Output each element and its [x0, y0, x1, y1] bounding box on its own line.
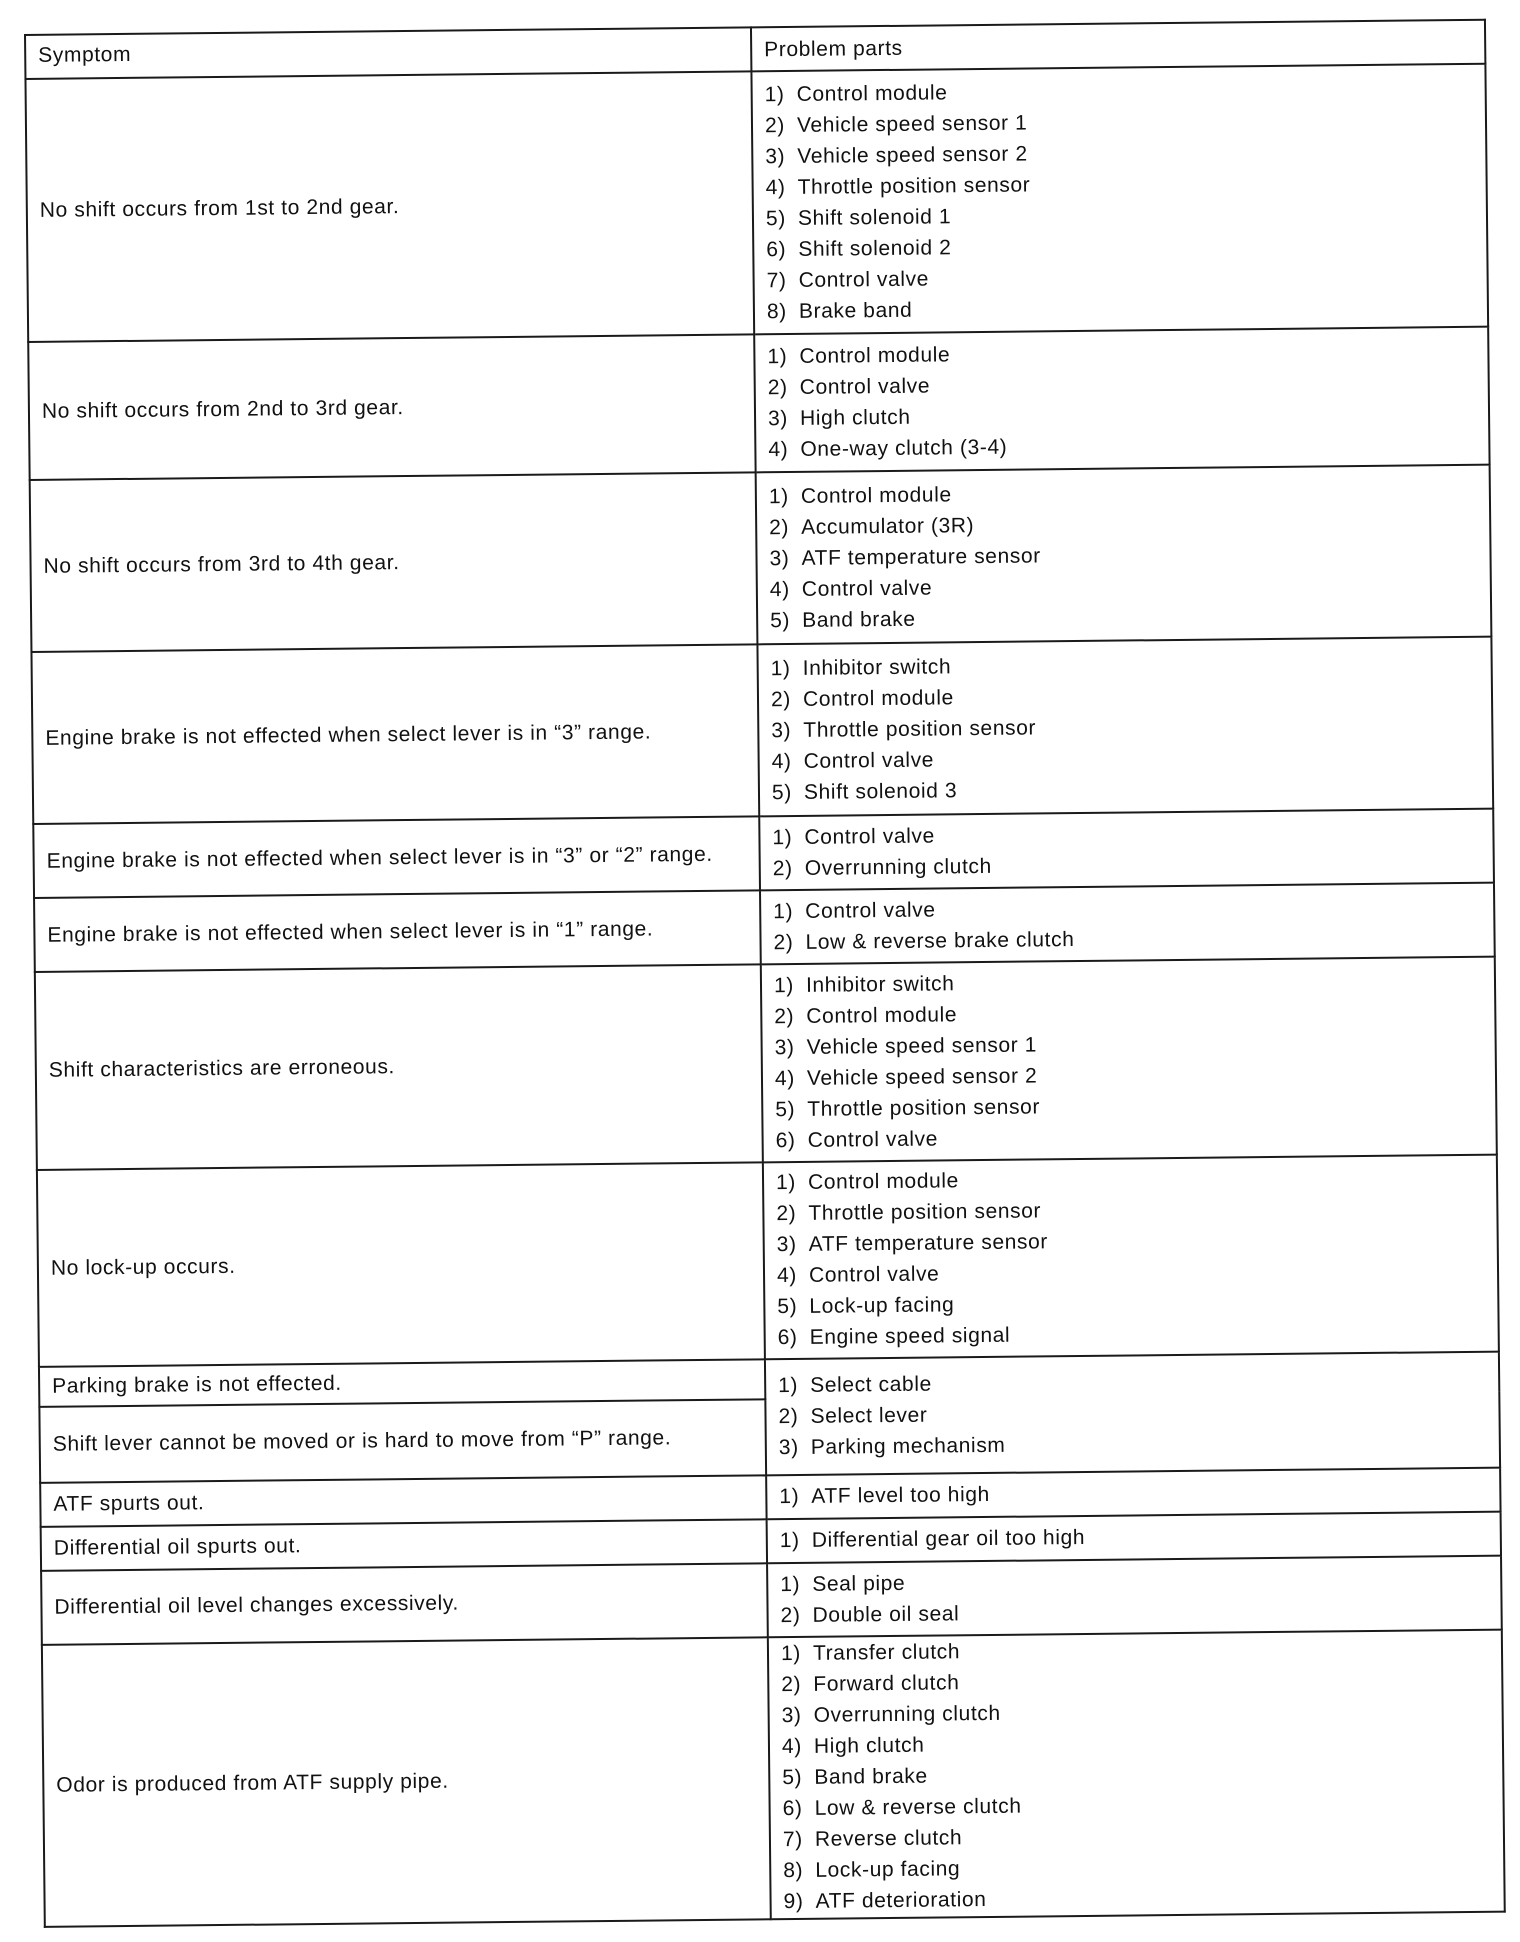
part-name: Lock-up facing: [815, 1857, 961, 1883]
part-number: 3): [778, 1436, 799, 1460]
part-number: 4): [768, 438, 789, 462]
part-name: Inhibitor switch: [802, 655, 952, 680]
part-number: 2): [776, 1202, 797, 1226]
part-number: 6): [766, 237, 787, 261]
part-number: 8): [766, 299, 787, 323]
part-number: 8): [783, 1859, 804, 1883]
part-number: 1): [780, 1642, 802, 1666]
parts-cell: [757, 637, 1493, 817]
part-name: Reverse clutch: [814, 1826, 963, 1852]
table-row: [37, 1154, 1499, 1366]
part-number: 9): [783, 1890, 804, 1914]
part-name: Throttle position sensor: [808, 1199, 1042, 1225]
part-number: 5): [765, 206, 786, 230]
parts-cell: [765, 1351, 1500, 1475]
part-number: 4): [774, 1066, 795, 1091]
part-number: 1): [779, 1529, 800, 1553]
parts-list: [776, 1160, 1486, 1353]
parts-list-item: [768, 427, 1476, 465]
symptom-cell: [25, 71, 754, 342]
table-body: [25, 64, 1504, 1927]
part-number: 4): [765, 175, 786, 199]
part-name: Control module: [807, 1169, 959, 1194]
symptom-text: Engine brake is not effected when select lever is in “3” or “2” range.: [46, 842, 713, 873]
parts-list: [771, 646, 1481, 808]
part-number: 2): [770, 687, 792, 712]
part-number: 3): [765, 144, 786, 168]
parts-list: [774, 963, 1484, 1156]
symptom-cell: [40, 1475, 766, 1527]
part-number: 1): [779, 1485, 800, 1509]
parts-list-item: [780, 1518, 1488, 1556]
part-number: 2): [780, 1603, 801, 1627]
part-name: Lock-up facing: [809, 1293, 955, 1318]
parts-list-item: [772, 770, 1480, 808]
part-name: Control valve: [805, 898, 936, 924]
parts-cell: [768, 1629, 1505, 1919]
symptom-text: Shift lever cannot be moved or is hard to move from “P” range.: [52, 1426, 672, 1456]
part-number: 1): [770, 656, 791, 681]
part-number: 1): [778, 1374, 799, 1398]
part-number: 7): [782, 1828, 803, 1852]
part-name: Vehicle speed sensor 1: [796, 111, 1028, 137]
part-name: Select lever: [810, 1403, 928, 1428]
parts-list-item: [783, 1879, 1491, 1917]
part-name: Vehicle speed sensor 1: [806, 1033, 1038, 1059]
part-number: 2): [778, 1405, 799, 1429]
troubleshooting-table: [24, 19, 1506, 1928]
part-number: 2): [772, 857, 793, 881]
part-number: 1): [773, 973, 795, 998]
part-name: Shift solenoid 2: [798, 235, 952, 261]
part-number: 1): [772, 826, 793, 850]
parts-cell: [766, 1467, 1500, 1519]
symptom-cell: [39, 1399, 766, 1483]
parts-list-item: [780, 1592, 1488, 1630]
part-name: Throttle position sensor: [797, 173, 1031, 199]
part-name: Brake band: [798, 298, 913, 323]
part-name: Control valve: [799, 374, 931, 400]
symptom-text: Odor is produced from ATF supply pipe.: [56, 1770, 449, 1798]
parts-list-item: [775, 1118, 1483, 1156]
part-name: Overrunning clutch: [813, 1702, 1001, 1728]
part-name: Control module: [806, 1003, 958, 1028]
symptom-text: No shift occurs from 3rd to 4th gear.: [43, 550, 400, 578]
symptom-cell: [31, 645, 759, 825]
parts-list-item: [778, 1315, 1486, 1353]
part-number: 3): [774, 1035, 795, 1060]
part-name: Control module: [799, 343, 951, 369]
parts-cell: [767, 1511, 1501, 1563]
parts-list: [779, 1474, 1487, 1512]
part-name: Vehicle speed sensor 2: [797, 142, 1028, 168]
part-name: Vehicle speed sensor 2: [806, 1064, 1038, 1090]
parts-cell: [760, 883, 1495, 965]
part-name: Seal pipe: [812, 1571, 906, 1596]
part-name: High clutch: [813, 1734, 925, 1759]
parts-cell: [751, 64, 1488, 335]
part-name: Control valve: [798, 267, 930, 292]
table-row: [30, 465, 1492, 652]
part-name: ATF deterioration: [815, 1888, 987, 1914]
parts-list-item: [767, 288, 1475, 326]
symptom-cell: [30, 473, 758, 653]
part-number: 5): [770, 608, 791, 632]
symptom-cell: [33, 817, 760, 899]
parts-cell: [763, 1154, 1499, 1359]
symptom-text: No lock-up occurs.: [50, 1254, 236, 1280]
parts-list: [767, 334, 1476, 465]
part-name: Band brake: [814, 1764, 928, 1790]
part-number: 3): [769, 546, 790, 570]
part-number: 7): [766, 268, 787, 292]
part-name: Select cable: [810, 1372, 932, 1397]
part-name: Transfer clutch: [812, 1640, 961, 1666]
part-number: 1): [768, 484, 789, 508]
part-number: 3): [781, 1704, 802, 1728]
parts-list: [769, 474, 1479, 636]
part-name: Control valve: [803, 748, 935, 773]
part-number: 3): [767, 407, 789, 431]
part-name: Forward clutch: [813, 1671, 960, 1697]
part-name: Throttle position sensor: [807, 1095, 1041, 1121]
part-number: 6): [777, 1326, 798, 1350]
part-name: Double oil seal: [812, 1601, 960, 1627]
part-name: Control module: [796, 80, 948, 106]
part-number: 2): [773, 931, 794, 955]
part-name: Parking mechanism: [810, 1433, 1006, 1459]
part-name: Engine speed signal: [809, 1323, 1011, 1349]
part-name: One-way clutch (3-4): [800, 435, 1008, 462]
parts-cell: [761, 957, 1497, 1162]
part-number: 4): [776, 1264, 798, 1288]
part-number: 2): [769, 515, 790, 539]
part-name: Accumulator (3R): [801, 513, 975, 539]
part-number: 4): [771, 749, 792, 774]
part-name: ATF temperature sensor: [808, 1230, 1049, 1256]
part-name: Control valve: [808, 1262, 940, 1287]
parts-cell: [754, 327, 1489, 473]
part-number: 2): [764, 113, 785, 137]
symptom-cell: [41, 1563, 768, 1645]
parts-list: [778, 1363, 1487, 1463]
part-name: Control module: [800, 483, 952, 508]
part-name: Low & reverse brake clutch: [805, 928, 1075, 955]
symptom-cell: [42, 1637, 771, 1927]
parts-list: [781, 1631, 1492, 1917]
part-name: Throttle position sensor: [803, 716, 1037, 742]
table-row: [35, 957, 1497, 1169]
parts-list-item: [779, 1425, 1487, 1463]
symptom-text: Parking brake is not effected.: [52, 1371, 342, 1398]
symptom-cell: [34, 891, 761, 973]
parts-list-item: [773, 920, 1481, 958]
table-row: [28, 327, 1489, 480]
parts-list: [780, 1518, 1488, 1556]
part-number: 4): [781, 1735, 802, 1759]
part-name: Shift solenoid 3: [803, 779, 958, 804]
table-row: [25, 64, 1488, 342]
parts-cell: [767, 1555, 1502, 1637]
part-name: Control valve: [807, 1127, 939, 1152]
symptom-text: Differential oil spurts out.: [53, 1534, 302, 1560]
parts-list: [772, 815, 1481, 884]
part-number: 5): [777, 1295, 798, 1319]
symptom-cell: [37, 1162, 765, 1367]
part-number: 2): [774, 1004, 795, 1029]
symptom-cell: [35, 965, 763, 1170]
parts-list: [780, 1561, 1489, 1630]
symptom-cell: [28, 335, 755, 481]
part-number: 3): [771, 718, 792, 743]
part-number: 5): [775, 1097, 796, 1122]
part-number: 5): [771, 780, 792, 805]
part-number: 4): [769, 577, 790, 601]
table-row: [42, 1629, 1505, 1927]
part-name: Differential gear oil too high: [811, 1526, 1086, 1553]
part-number: 1): [773, 900, 794, 924]
part-number: 1): [764, 82, 785, 106]
parts-list-item: [773, 846, 1481, 884]
symptom-text: Shift characteristics are erroneous.: [48, 1055, 396, 1083]
symptom-column-header: Symptom: [25, 27, 751, 79]
part-number: 5): [782, 1766, 803, 1790]
symptom-text: Differential oil level changes excessively.: [54, 1591, 459, 1619]
part-number: 2): [767, 376, 788, 400]
symptom-cell: [41, 1519, 767, 1571]
part-name: Control module: [802, 686, 954, 711]
parts-list-item: [779, 1474, 1487, 1512]
symptom-text: ATF spurts out.: [53, 1491, 205, 1516]
parts-cell: [756, 465, 1492, 645]
part-name: Band brake: [802, 607, 916, 632]
part-name: Control valve: [804, 824, 935, 850]
problem-parts-column-header: Problem parts: [751, 20, 1485, 72]
symptom-text: Engine brake is not effected when select lever is in “3” range.: [45, 720, 652, 750]
symptom-text: No shift occurs from 1st to 2nd gear.: [39, 195, 400, 222]
part-number: 6): [775, 1128, 796, 1153]
part-name: Inhibitor switch: [805, 972, 955, 997]
part-name: Shift solenoid 1: [797, 204, 952, 230]
part-number: 2): [781, 1673, 802, 1697]
parts-list: [765, 71, 1476, 326]
part-name: High clutch: [799, 405, 911, 431]
part-name: Low & reverse clutch: [814, 1795, 1022, 1821]
part-number: 6): [782, 1797, 803, 1821]
part-name: ATF level too high: [811, 1483, 990, 1508]
part-number: 1): [767, 345, 788, 369]
part-number: 3): [776, 1233, 797, 1257]
part-name: Overrunning clutch: [804, 855, 992, 881]
parts-cell: [759, 809, 1494, 891]
part-number: 1): [775, 1171, 797, 1195]
symptom-text: Engine brake is not effected when select lever is in “1” range.: [47, 917, 654, 947]
part-name: ATF temperature sensor: [801, 544, 1041, 570]
parts-list-item: [770, 598, 1478, 636]
parts-list: [773, 889, 1482, 958]
part-number: 1): [780, 1572, 801, 1596]
symptom-text: No shift occurs from 2nd to 3rd gear.: [41, 395, 404, 423]
table-row: [31, 637, 1493, 824]
part-name: Control valve: [801, 576, 933, 601]
